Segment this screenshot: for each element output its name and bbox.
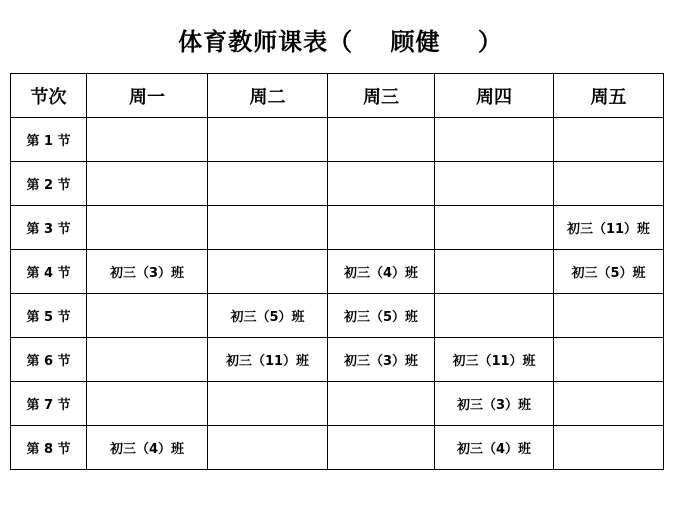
header-cell-friday: 周五 xyxy=(554,74,664,118)
class-cell-wednesday xyxy=(328,118,435,162)
class-cell-friday xyxy=(554,118,664,162)
class-cell-tuesday xyxy=(208,206,328,250)
class-cell-friday xyxy=(554,294,664,338)
schedule-table xyxy=(10,73,664,470)
table-row xyxy=(11,294,664,338)
class-cell-monday: 初三（3）班 xyxy=(87,250,208,294)
period-label: 第 1 节 xyxy=(11,118,87,162)
period-label: 第 2 节 xyxy=(11,162,87,206)
class-cell-wednesday xyxy=(328,382,435,426)
class-cell-thursday xyxy=(435,250,554,294)
header-cell-period: 节次 xyxy=(11,74,87,118)
period-label: 第 6 节 xyxy=(11,338,87,382)
table-row xyxy=(11,162,664,206)
period-label: 第 8 节 xyxy=(11,426,87,470)
class-cell-thursday xyxy=(435,118,554,162)
class-cell-friday: 初三（5）班 xyxy=(554,250,664,294)
class-cell-wednesday: 初三（5）班 xyxy=(328,294,435,338)
class-cell-monday xyxy=(87,118,208,162)
period-label: 第 7 节 xyxy=(11,382,87,426)
class-cell-friday xyxy=(554,382,664,426)
class-cell-wednesday: 初三（4）班 xyxy=(328,250,435,294)
class-cell-monday xyxy=(87,382,208,426)
class-cell-wednesday xyxy=(328,206,435,250)
class-cell-tuesday xyxy=(208,118,328,162)
class-cell-thursday: 初三（3）班 xyxy=(435,382,554,426)
class-cell-friday xyxy=(554,162,664,206)
class-cell-friday xyxy=(554,338,664,382)
table-row xyxy=(11,250,664,294)
header-cell-tuesday: 周二 xyxy=(208,74,328,118)
period-label: 第 4 节 xyxy=(11,250,87,294)
table-row xyxy=(11,338,664,382)
table-row xyxy=(11,206,664,250)
class-cell-thursday xyxy=(435,206,554,250)
class-cell-thursday xyxy=(435,162,554,206)
class-cell-monday xyxy=(87,294,208,338)
class-cell-monday xyxy=(87,162,208,206)
header-cell-wednesday: 周三 xyxy=(328,74,435,118)
class-cell-monday xyxy=(87,338,208,382)
class-cell-tuesday xyxy=(208,250,328,294)
class-cell-tuesday: 初三（5）班 xyxy=(208,294,328,338)
table-row xyxy=(11,118,664,162)
class-cell-friday: 初三（11）班 xyxy=(554,206,664,250)
class-cell-tuesday: 初三（11）班 xyxy=(208,338,328,382)
header-cell-monday: 周一 xyxy=(87,74,208,118)
class-cell-wednesday xyxy=(328,162,435,206)
table-row xyxy=(11,426,664,470)
class-cell-wednesday xyxy=(328,426,435,470)
class-cell-tuesday xyxy=(208,426,328,470)
header-cell-thursday: 周四 xyxy=(435,74,554,118)
class-cell-thursday: 初三（11）班 xyxy=(435,338,554,382)
class-cell-monday: 初三（4）班 xyxy=(87,426,208,470)
table-header-row xyxy=(11,74,664,118)
class-cell-thursday: 初三（4）班 xyxy=(435,426,554,470)
class-cell-thursday xyxy=(435,294,554,338)
class-cell-monday xyxy=(87,206,208,250)
class-cell-wednesday: 初三（3）班 xyxy=(328,338,435,382)
page-title: 体育教师课表（ 顾健 ） xyxy=(178,27,503,56)
period-label: 第 3 节 xyxy=(11,206,87,250)
class-cell-tuesday xyxy=(208,162,328,206)
class-cell-tuesday xyxy=(208,382,328,426)
class-cell-friday xyxy=(554,426,664,470)
table-row xyxy=(11,382,664,426)
period-label: 第 5 节 xyxy=(11,294,87,338)
